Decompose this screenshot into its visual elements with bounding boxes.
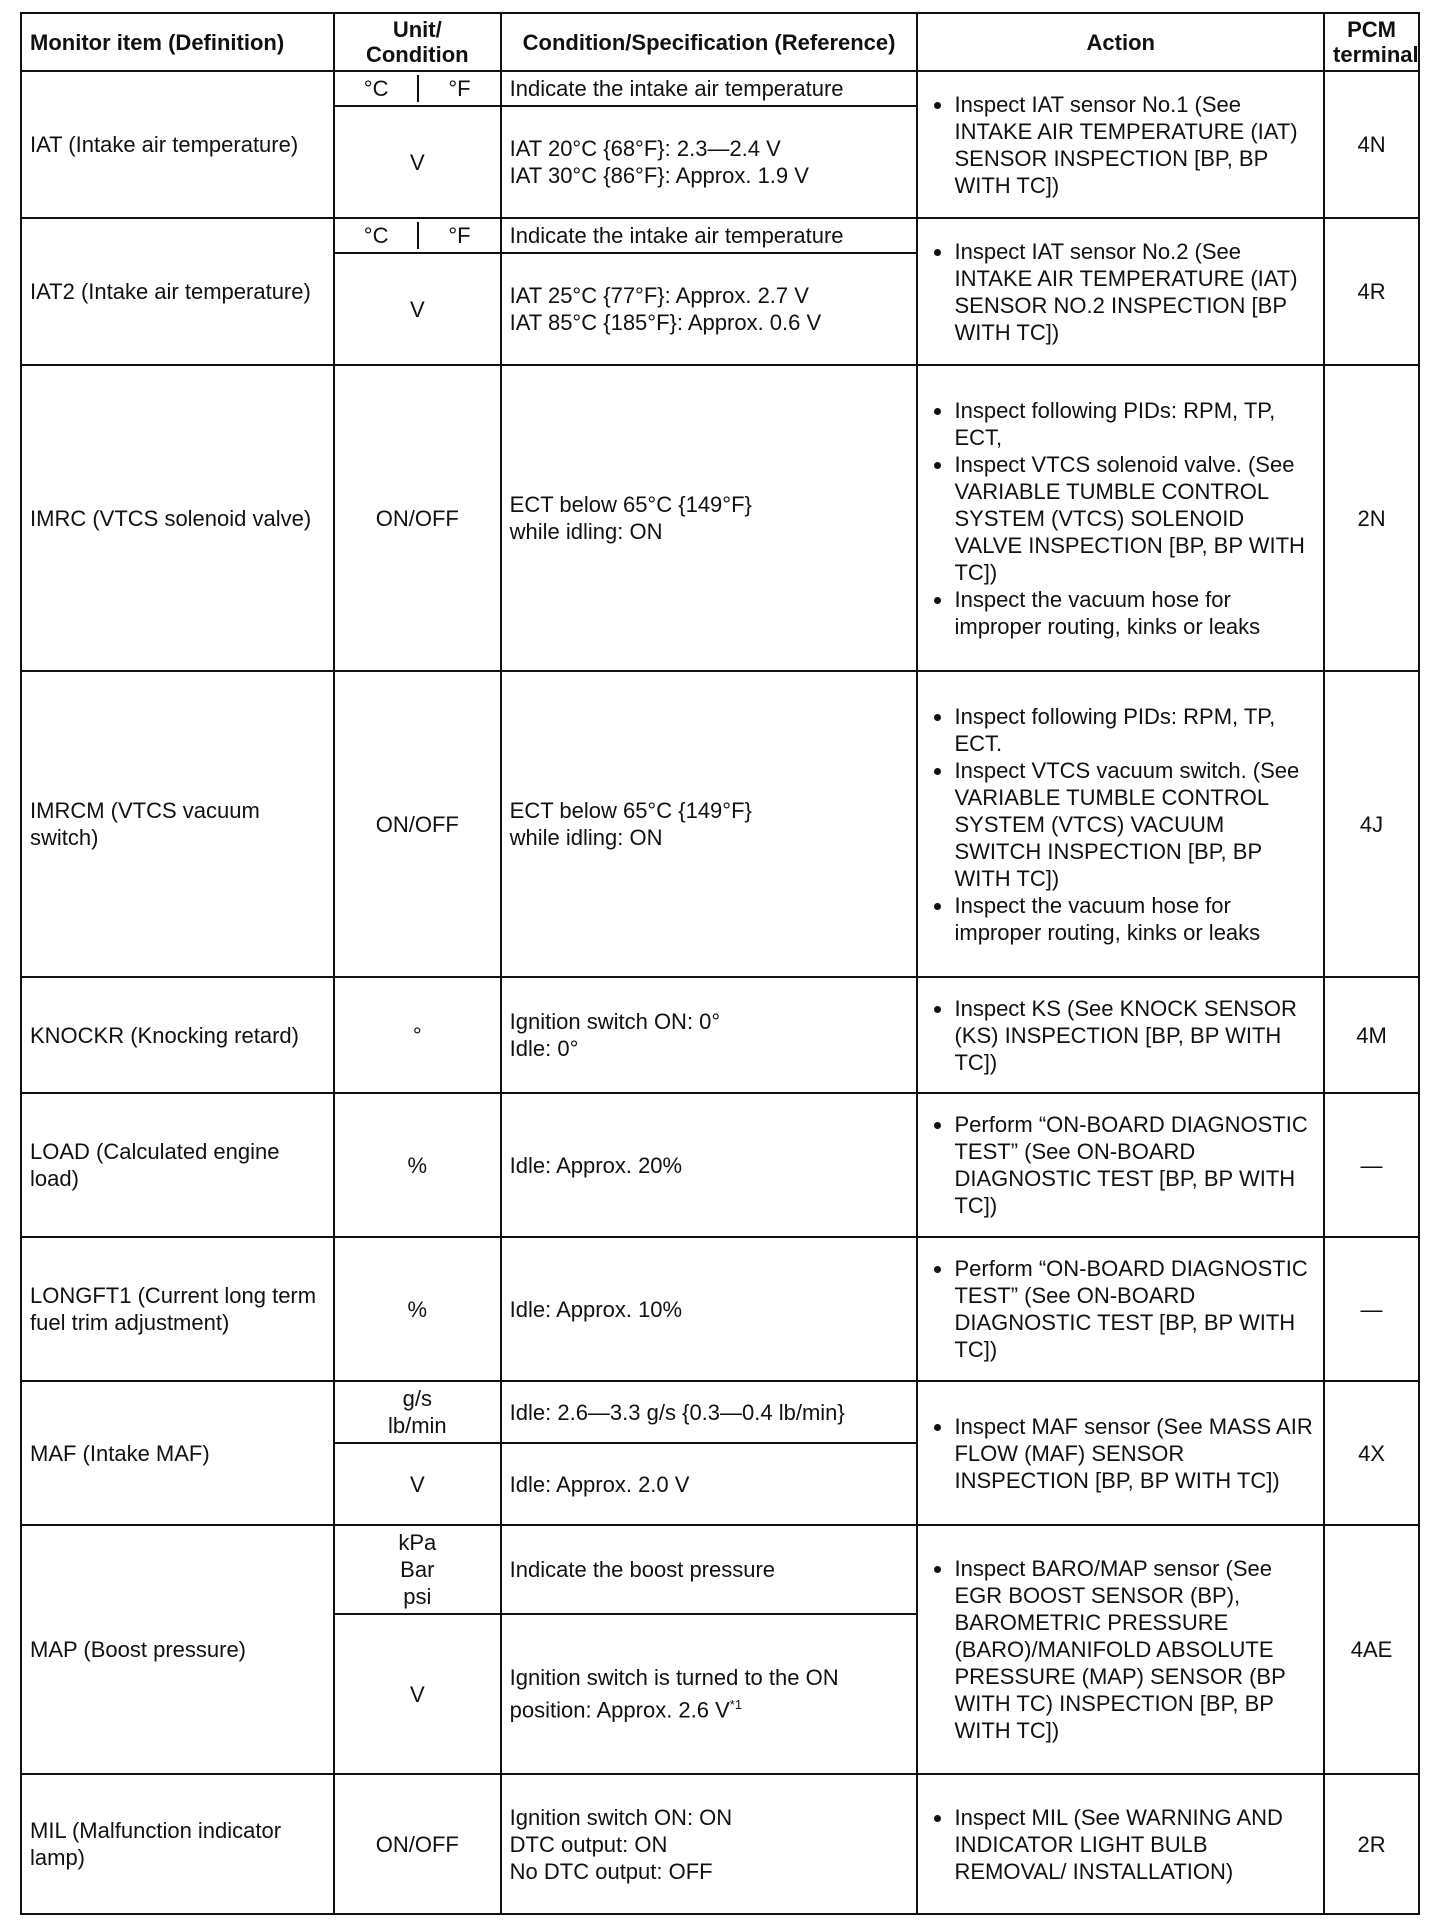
monitor-item-table <box>20 12 1420 1915</box>
unit-cell <box>334 1525 501 1614</box>
spec-line: Ignition switch ON: ON <box>509 1804 733 1830</box>
footnote-marker: *1 <box>729 1697 743 1713</box>
action-cell <box>917 1093 1324 1237</box>
header-pcm-terminal: PCM terminal <box>1324 13 1419 71</box>
table-row <box>21 71 1419 106</box>
spec-cell: Indicate the boost pressure <box>501 1525 918 1614</box>
spec-cell <box>501 253 918 365</box>
action-bullet: • Inspect IAT sensor No.1 (See INTAKE AIR TEMPERATURE (IAT) SENSOR INSPECTION [BP, BP WITH TC]) <box>954 91 1315 199</box>
action-bullet: • Inspect the vacuum hose for improper routing, kinks or leaks <box>954 586 1315 640</box>
unit-line: lb/min <box>387 1413 447 1438</box>
unit-cell: V <box>334 1614 501 1774</box>
unit-cell: ° <box>334 977 501 1093</box>
action-cell <box>917 365 1324 671</box>
spec-line: while idling: ON <box>509 825 663 850</box>
pcm-terminal: 4N <box>1324 71 1419 218</box>
unit-celsius: °C <box>363 223 389 248</box>
spec-line: No DTC output: OFF <box>509 1858 713 1884</box>
spec-cell <box>501 977 918 1093</box>
table-row <box>21 671 1419 977</box>
spec-line: ECT below 65°C {149°F} <box>509 492 752 517</box>
action-bullet: • Inspect the vacuum hose for improper routing, kinks or leaks <box>954 892 1315 946</box>
action-bullet: • Inspect following PIDs: RPM, TP, ECT, <box>954 397 1315 451</box>
unit-fahrenheit: °F <box>417 75 499 102</box>
unit-cell: % <box>334 1093 501 1237</box>
action-bullet: • Inspect IAT sensor No.2 (See INTAKE AIR TEMPERATURE (IAT) SENSOR NO.2 INSPECTION [BP WITH TC]) <box>954 238 1315 346</box>
unit-cell: ON/OFF <box>334 365 501 671</box>
table-row <box>21 1774 1419 1914</box>
spec-line: IAT 30°C {86°F}: Approx. 1.9 V <box>509 163 809 188</box>
monitor-item: MIL (Malfunction indicator lamp) <box>21 1774 334 1914</box>
spec-cell: Indicate the intake air temperature <box>501 218 918 253</box>
spec-line: IAT 25°C {77°F}: Approx. 2.7 V <box>509 283 809 308</box>
action-cell <box>917 71 1324 218</box>
unit-cell <box>334 1381 501 1443</box>
action-bullet: • Inspect MIL (See WARNING AND INDICATOR LIGHT BULB REMOVAL/ INSTALLATION) <box>954 1804 1315 1885</box>
unit-cell <box>334 218 501 253</box>
monitor-item: MAP (Boost pressure) <box>21 1525 334 1774</box>
unit-cell: ON/OFF <box>334 671 501 977</box>
spec-line: ECT below 65°C {149°F} <box>509 798 752 823</box>
action-bullet: • Inspect MAF sensor (See MASS AIR FLOW (MAF) SENSOR INSPECTION [BP, BP WITH TC]) <box>954 1413 1315 1494</box>
action-bullet: • Perform “ON-BOARD DIAGNOSTIC TEST” (See ON-BOARD DIAGNOSTIC TEST [BP, BP WITH TC]) <box>954 1111 1315 1219</box>
monitor-item: KNOCKR (Knocking retard) <box>21 977 334 1093</box>
action-bullet: • Perform “ON-BOARD DIAGNOSTIC TEST” (See ON-BOARD DIAGNOSTIC TEST [BP, BP WITH TC]) <box>954 1255 1315 1363</box>
monitor-item: LOAD (Calculated engine load) <box>21 1093 334 1237</box>
table-row <box>21 977 1419 1093</box>
spec-cell: Idle: 2.6—3.3 g/s {0.3—0.4 lb/min} <box>501 1381 918 1443</box>
monitor-item: IAT2 (Intake air temperature) <box>21 218 334 365</box>
action-cell <box>917 1525 1324 1774</box>
unit-cell: V <box>334 253 501 365</box>
unit-line: kPa <box>398 1530 437 1555</box>
action-cell <box>917 1774 1324 1914</box>
table-row <box>21 1237 1419 1381</box>
pcm-terminal: 4M <box>1324 977 1419 1093</box>
spec-line: IAT 20°C {68°F}: 2.3—2.4 V <box>509 136 781 161</box>
spec-cell <box>501 106 918 218</box>
unit-cell: ON/OFF <box>334 1774 501 1914</box>
action-cell <box>917 671 1324 977</box>
action-cell <box>917 218 1324 365</box>
unit-fahrenheit: °F <box>417 222 499 249</box>
action-cell <box>917 1237 1324 1381</box>
spec-cell: Idle: Approx. 20% <box>501 1093 918 1237</box>
table-row <box>21 1093 1419 1237</box>
spec-cell <box>501 671 918 977</box>
unit-cell: V <box>334 1443 501 1525</box>
header-condition: Condition/Specification (Reference) <box>501 13 918 71</box>
action-bullet: • Inspect VTCS solenoid valve. (See VARIABLE TUMBLE CONTROL SYSTEM (VTCS) SOLENOID VALVE INSPECTION [BP, BP WITH TC]) <box>954 451 1315 586</box>
action-cell <box>917 1381 1324 1525</box>
spec-line: while idling: ON <box>509 519 663 544</box>
spec-line: IAT 85°C {185°F}: Approx. 0.6 V <box>509 310 822 335</box>
header-monitor-item: Monitor item (Definition) <box>21 13 334 71</box>
pcm-terminal: 4J <box>1324 671 1419 977</box>
table-row <box>21 1525 1419 1614</box>
spec-cell: Idle: Approx. 10% <box>501 1237 918 1381</box>
monitor-item: IAT (Intake air temperature) <box>21 71 334 218</box>
pcm-terminal: 2N <box>1324 365 1419 671</box>
action-bullet: • Inspect KS (See KNOCK SENSOR (KS) INSPECTION [BP, BP WITH TC]) <box>954 995 1315 1076</box>
monitor-item: IMRC (VTCS solenoid valve) <box>21 365 334 671</box>
action-bullet: • Inspect following PIDs: RPM, TP, ECT. <box>954 703 1315 757</box>
unit-cell: % <box>334 1237 501 1381</box>
header-row <box>21 13 1419 71</box>
unit-celsius: °C <box>363 76 389 101</box>
table-row <box>21 1381 1419 1443</box>
spec-cell: Indicate the intake air temperature <box>501 71 918 106</box>
header-unit: Unit/ Condition <box>334 13 501 71</box>
spec-line: DTC output: ON <box>509 1831 668 1857</box>
spec-line: Idle: 0° <box>509 1036 579 1061</box>
pcm-terminal: 4AE <box>1324 1525 1419 1774</box>
spec-cell: Idle: Approx. 2.0 V <box>501 1443 918 1525</box>
unit-cell <box>334 71 501 106</box>
spec-cell <box>501 365 918 671</box>
monitor-item: LONGFT1 (Current long term fuel trim adjustment) <box>21 1237 334 1381</box>
pcm-terminal: — <box>1324 1093 1419 1237</box>
pcm-terminal: 2R <box>1324 1774 1419 1914</box>
pcm-terminal: — <box>1324 1237 1419 1381</box>
action-bullet: • Inspect VTCS vacuum switch. (See VARIABLE TUMBLE CONTROL SYSTEM (VTCS) VACUUM SWITCH INSPECTION [BP, BP WITH TC]) <box>954 757 1315 892</box>
action-bullet: • Inspect BARO/MAP sensor (See EGR BOOST SENSOR (BP), BAROMETRIC PRESSURE (BARO)/MANIFOLD ABSOLUTE PRESSURE (MAP) SENSOR (BP WITH TC) INSPECTION [BP, BP WITH TC]) <box>954 1555 1315 1744</box>
spec-cell <box>501 1614 918 1774</box>
spec-line: Ignition switch ON: 0° <box>509 1009 721 1034</box>
pcm-terminal: 4R <box>1324 218 1419 365</box>
unit-cell: V <box>334 106 501 218</box>
unit-line: Bar <box>400 1557 435 1582</box>
spec-text: Ignition switch is turned to the ON position: Approx. 2.6 V <box>509 1665 839 1723</box>
table-row <box>21 218 1419 253</box>
pcm-terminal: 4X <box>1324 1381 1419 1525</box>
monitor-item: MAF (Intake MAF) <box>21 1381 334 1525</box>
monitor-item: IMRCM (VTCS vacuum switch) <box>21 671 334 977</box>
action-cell <box>917 977 1324 1093</box>
unit-line: g/s <box>402 1386 432 1411</box>
header-action: Action <box>917 13 1324 71</box>
table-row <box>21 365 1419 671</box>
unit-line: psi <box>403 1584 432 1609</box>
spec-cell <box>501 1774 918 1914</box>
